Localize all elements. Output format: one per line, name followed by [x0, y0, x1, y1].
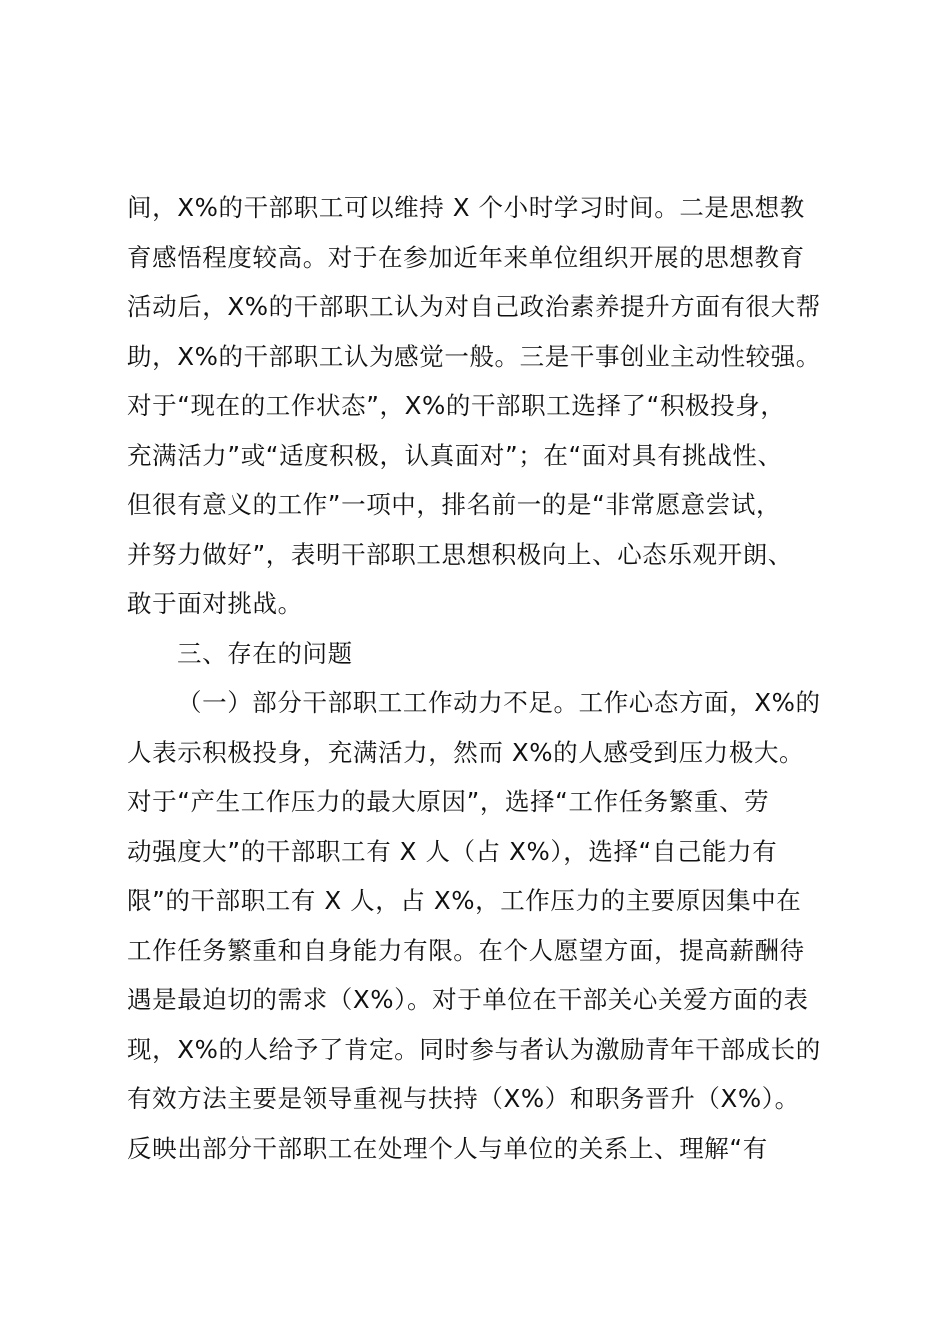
text-line: 对于“现在的工作状态”，X%的干部职工选择了“积极投身，: [127, 391, 786, 420]
text-line: 限”的干部职工有 X 人，占 X%，工作压力的主要原因集中在: [127, 886, 802, 915]
text-line: 有效方法主要是领导重视与扶持（X%）和职务晋升（X%）。: [127, 1084, 800, 1113]
body-text: [127, 183, 837, 1173]
text-line: 现，X%的人给予了肯定。同时参与者认为激励青年干部成长的: [127, 1034, 821, 1064]
text-line: 但很有意义的工作”一项中，排名前一的是“非常愿意尝试，: [127, 490, 782, 519]
text-line: 并努力做好”，表明干部职工思想积极向上、心态乐观开朗、: [127, 539, 793, 569]
text-line: 育感悟程度较高。对于在参加近年来单位组织开展的思想教育: [127, 242, 805, 272]
text-line: 敢于面对挑战。: [127, 589, 303, 618]
text-line: 充满活力”或“适度积极，认真面对”；在“面对具有挑战性、: [127, 440, 783, 470]
text-line: 工作任务繁重和自身能力有限。在个人愿望方面，提高薪酬待: [127, 935, 805, 965]
text-line: 动强度大”的干部职工有 X 人（占 X%），选择“自己能力有: [127, 836, 778, 866]
text-line: 遇是最迫切的需求（X%）。对于单位在干部关心关爱方面的表: [127, 985, 809, 1014]
text-line: 活动后，X%的干部职工认为对自己政治素养提升方面有很大帮: [127, 292, 821, 321]
text-line: 间，X%的干部职工可以维持 X 个小时学习时间。二是思想教: [127, 193, 805, 222]
subsection-heading-line: （一）部分干部职工工作动力不足。工作心态方面，X%的: [177, 688, 821, 717]
text-line: 反映出部分干部职工在处理个人与单位的关系上、理解“有: [127, 1133, 768, 1163]
text-line: 对于“产生工作压力的最大原因”，选择“工作任务繁重、劳: [127, 787, 770, 816]
section-heading: 三、存在的问题: [177, 638, 353, 668]
text-line: 助，X%的干部职工认为感觉一般。三是干事创业主动性较强。: [127, 341, 821, 371]
text-line: 人表示积极投身，充满活力，然而 X%的人感受到压力极大。: [127, 737, 805, 767]
